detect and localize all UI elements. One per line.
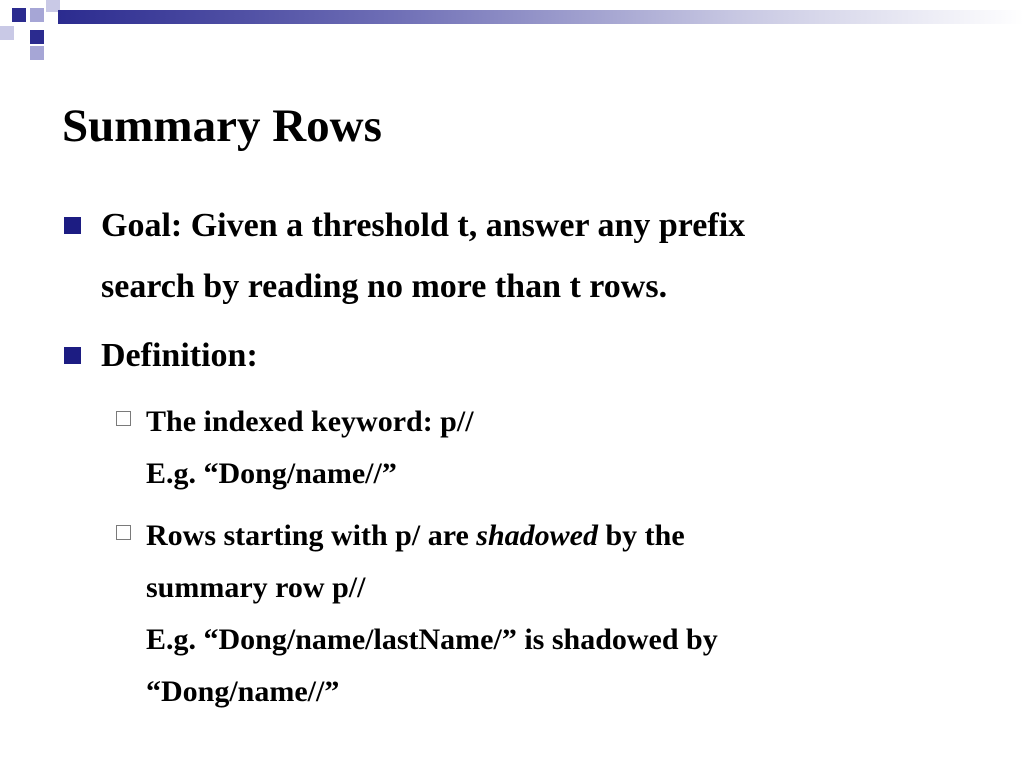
header-decoration [0, 0, 1024, 64]
hollow-square-bullet-icon [116, 411, 131, 426]
decoration-square [16, 26, 30, 40]
sub-bullet-text: The indexed keyword: p// E.g. “Dong/name//” [146, 405, 474, 490]
emphasis-shadowed: shadowed [476, 519, 598, 552]
hollow-square-bullet-icon [116, 525, 131, 540]
sub-bullet-text: Rows starting with p/ are shadowed by the summary row p// E.g. “Dong/name/lastName/” is shadowed by “Dong/name//” [146, 510, 976, 718]
decoration-square [12, 8, 26, 22]
decoration-bar [58, 10, 1024, 24]
square-bullet-icon [64, 217, 81, 234]
bullet-text: Goal: Given a threshold t, answer any prefix search by reading no more than t rows. [101, 207, 746, 305]
sub-bullet-line: Rows starting with p/ are shadowed by the [146, 519, 685, 552]
slide-title: Summary Rows [62, 100, 382, 152]
decoration-square [30, 46, 44, 60]
square-bullet-icon [64, 347, 81, 364]
bullet-text: Definition: [101, 337, 258, 374]
decoration-square [30, 30, 44, 44]
decoration-square [0, 26, 14, 40]
decoration-square [30, 8, 44, 22]
